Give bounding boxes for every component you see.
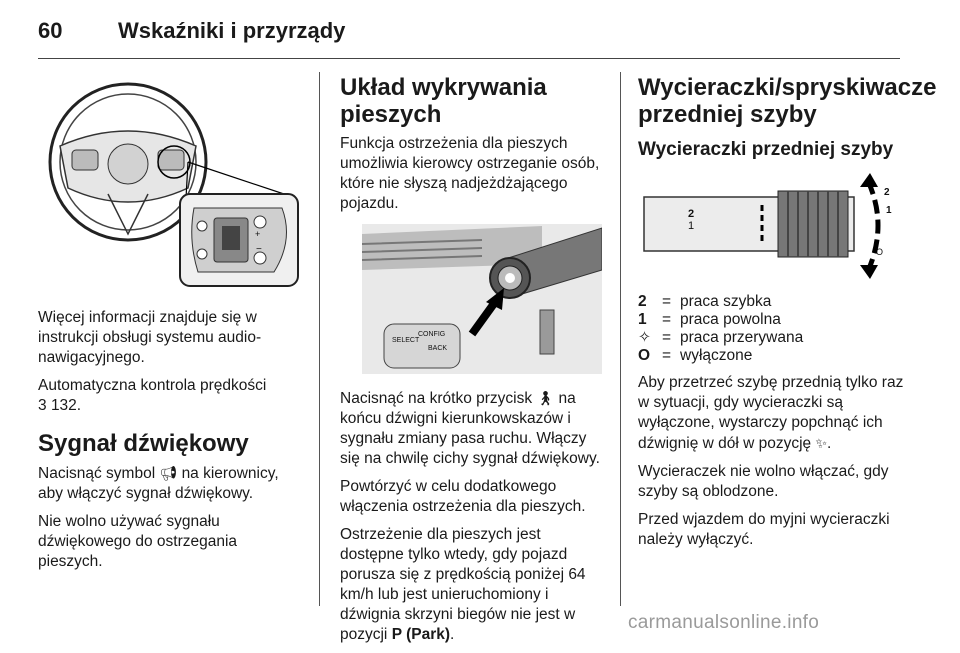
- wiper-lever-icon: [644, 191, 854, 257]
- wipers-subheading: Wycieraczki przedniej szyby: [638, 139, 894, 160]
- legend-equals: =: [662, 347, 672, 364]
- single-wipe-paragraph: [638, 373, 906, 454]
- horn-warning-paragraph: Nie wolno używać sygnału dźwiękowego do ostrzegania pieszych.: [38, 513, 238, 570]
- pedestrian-availability-paragraph: [340, 525, 605, 645]
- pedestrian-availability-text: Ostrzeżenie dla pieszych jest dostępne tylko wtedy, gdy pojazd porusza się z prędkością poniżej 64 km/h lub jest unieruchomiony i dźwignia skrzyni biegów nie jest w pozycji: [340, 526, 586, 643]
- legend-row: [638, 293, 906, 311]
- cruise-control-paragraph: [38, 376, 300, 416]
- header-divider: [38, 58, 900, 59]
- lever-label-2: 2: [688, 208, 695, 220]
- left-column: [38, 70, 300, 580]
- position-label-1: 1: [886, 205, 892, 216]
- lever-label-1: 1: [688, 220, 695, 232]
- middle-column: [340, 74, 605, 653]
- legend-value: praca szybka: [680, 293, 772, 310]
- ice-warning-paragraph: Wycieraczek nie wolno włączać, gdy szyby są oblodzone.: [638, 463, 889, 500]
- position-arrow-icon: [860, 173, 878, 279]
- legend-equals: =: [662, 329, 672, 346]
- column-divider-right: [620, 72, 621, 606]
- wiper-lever-figure: [638, 173, 900, 281]
- single-wipe-icon: ✨︎: [815, 435, 828, 451]
- legend-value: praca powolna: [680, 311, 781, 328]
- pedestrian-icon: 🚶︎: [536, 390, 555, 406]
- off-circle-icon: O: [638, 347, 651, 364]
- horn-instruction-text-2: na kierownicy, aby włączyć sygnał dźwiękowy.: [38, 465, 279, 502]
- legend-row: [638, 347, 906, 365]
- page-reference-number: 132.: [50, 397, 82, 414]
- pedestrian-press-paragraph: [340, 388, 605, 469]
- figure-label-select: SELECT: [392, 337, 420, 344]
- pedestrian-press-text: Nacisnąć na krótko przycisk: [340, 390, 533, 407]
- legend-value: praca przerywana: [680, 329, 804, 346]
- figure-label-back: BACK: [428, 345, 448, 352]
- legend-row: [638, 311, 906, 329]
- audio-info-paragraph: Więcej informacji znajduje się w instrukcji obsługi systemu audio-nawigacyjnego.: [38, 309, 262, 366]
- steering-wheel-figure: [38, 76, 300, 296]
- sentence-end: .: [450, 626, 455, 643]
- car-wash-paragraph: Przed wjazdem do myjni wycieraczki należy wyłączyć.: [638, 511, 890, 548]
- svg-text:−: −: [256, 244, 262, 255]
- watermark: carmanualsonline.info: [628, 612, 820, 633]
- turn-signal-lever-figure: [362, 224, 602, 374]
- cruise-control-text: Automatyczna kontrola prędkości: [38, 377, 267, 394]
- legend-key: 2: [638, 293, 647, 310]
- wiper-legend: [638, 293, 906, 365]
- svg-text:+: +: [255, 229, 261, 239]
- horn-icon: 📢︎: [159, 465, 178, 481]
- legend-value: wyłączone: [680, 347, 753, 364]
- position-label-2: 2: [884, 187, 890, 198]
- page-header-title: Wskaźniki i przyrządy: [118, 18, 346, 43]
- park-position-label: P (Park): [391, 626, 451, 643]
- horn-instruction-text: Nacisnąć symbol: [38, 465, 156, 482]
- legend-row: [638, 329, 906, 347]
- wipers-heading: Wycieraczki/spryskiwacze przedniej szyby: [638, 74, 937, 128]
- lever-label-off: O: [876, 247, 884, 257]
- column-divider-left: [319, 72, 320, 606]
- pedestrian-button-icon: [505, 273, 515, 283]
- pedestrian-heading: Układ wykrywania pieszych: [340, 74, 547, 128]
- legend-key: 1: [638, 311, 647, 328]
- horn-heading: Sygnał dźwiękowy: [38, 430, 249, 457]
- single-wipe-text: Aby przetrzeć szybę przednią tylko raz w sytuacji, gdy wycieraczki są wyłączone, wystarczy popchnąć ich dźwignię w dół w pozycję: [638, 374, 904, 452]
- pedestrian-repeat-paragraph: Powtórzyć w celu dodatkowego włączenia ostrzeżenia dla pieszych.: [340, 478, 586, 515]
- horn-instruction-paragraph: [38, 463, 300, 504]
- pedestrian-press-text-2: na końcu dźwigni kierunkowskazów i sygnału zmiany pasa ruchu. Włączy się na chwilę cichy sygnał dźwiękowy.: [340, 390, 600, 467]
- figure-label-config: CONFIG: [418, 331, 446, 338]
- page-reference-symbol: 3: [38, 397, 47, 414]
- page-number: 60: [38, 18, 63, 43]
- legend-equals: =: [662, 311, 672, 328]
- sentence-end: .: [827, 435, 832, 452]
- right-column: [638, 74, 937, 558]
- legend-equals: =: [662, 293, 672, 310]
- intermittent-wipe-icon: ✧: [638, 329, 651, 346]
- pedestrian-intro-paragraph: Funkcja ostrzeżenia dla pieszych umożliwia kierowcy ostrzeganie osób, które nie słyszą nadjeżdżającego pojazdu.: [340, 135, 600, 212]
- steering-wheel-controls-icon: [180, 194, 298, 286]
